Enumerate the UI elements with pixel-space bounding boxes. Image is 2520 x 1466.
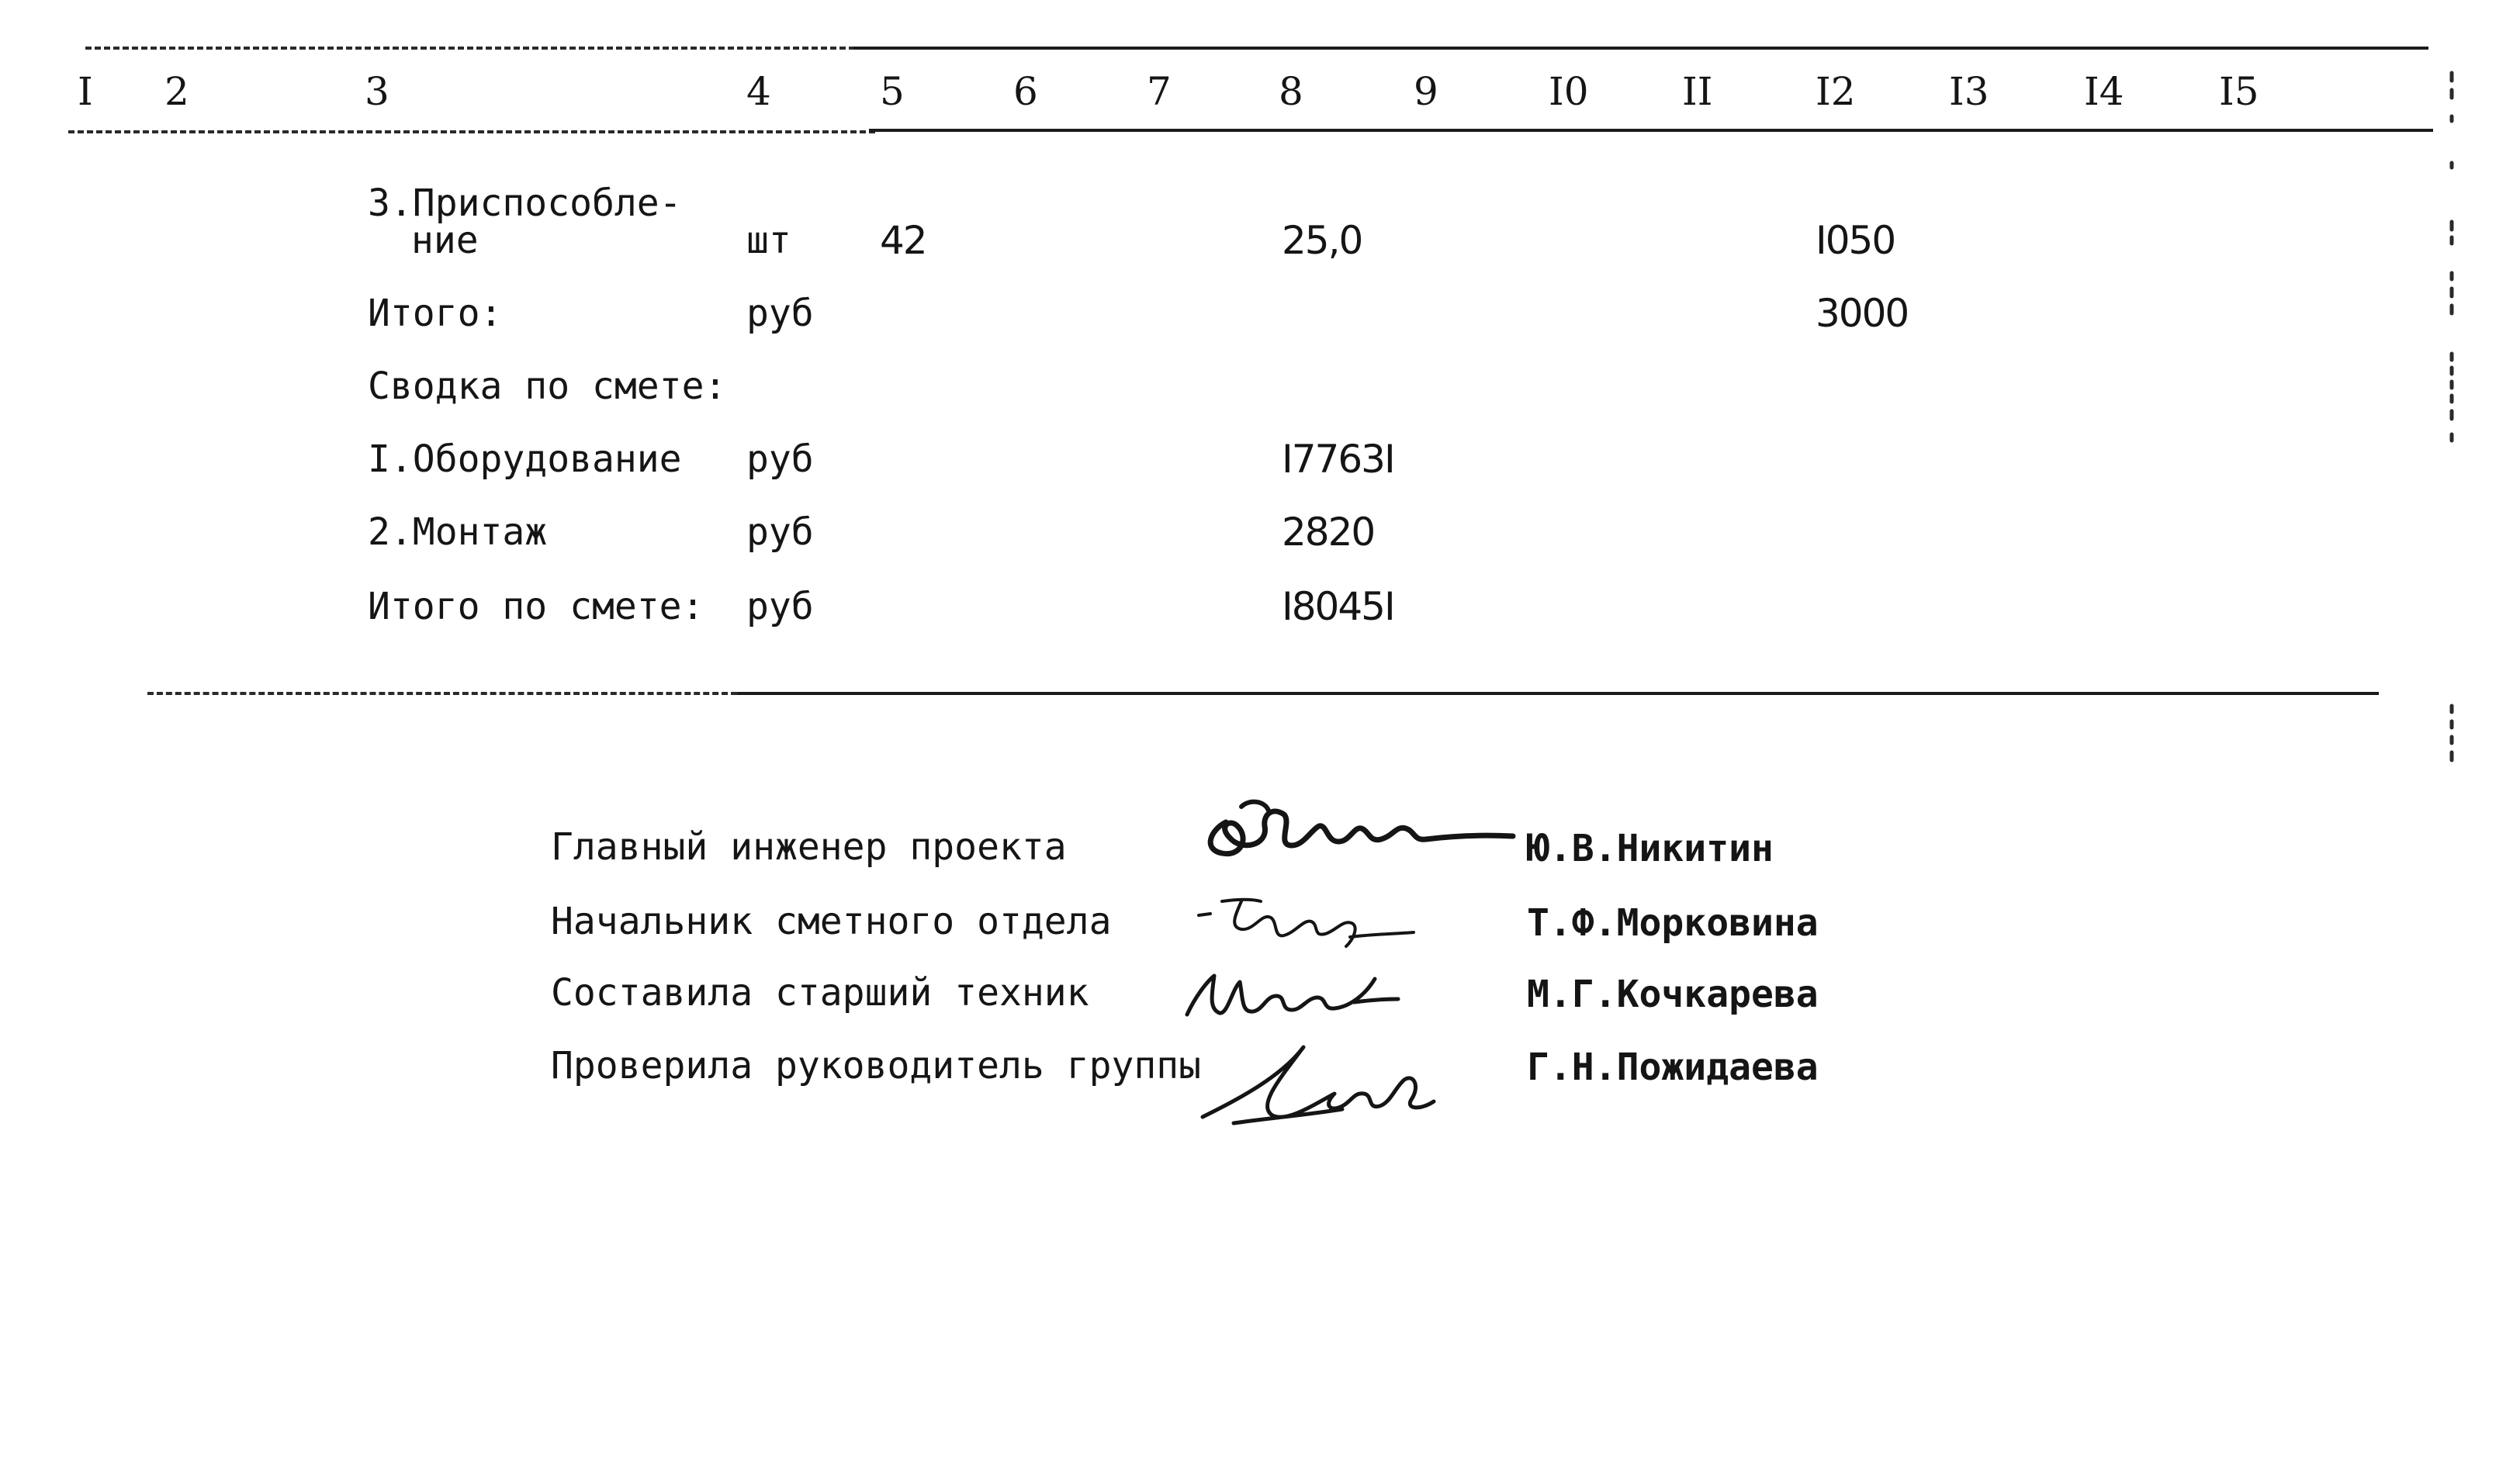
table-bottom-rule-solid: [737, 692, 2379, 695]
column-header-15: I5: [2219, 69, 2259, 114]
column-header-13: I3: [1949, 69, 1989, 114]
column-header-5: 5: [880, 69, 905, 114]
row-item-name: I.Оборудование: [368, 437, 682, 481]
column-header-6: 6: [1013, 69, 1038, 114]
column-header-10: I0: [1549, 69, 1589, 114]
signature-role: Составила старший техник: [551, 971, 1089, 1015]
signatory-name: Г.Н.Пожидаева: [1527, 1046, 1819, 1089]
column-header-1: I: [78, 69, 93, 114]
row-item-name: 2.Монтаж: [368, 510, 548, 554]
row-value: 2820: [1282, 510, 1375, 555]
header-bottom-rule-solid: [869, 129, 2433, 132]
signatory-name: Т.Ф.Морковина: [1527, 901, 1819, 945]
summary-heading: Сводка по смете:: [368, 365, 727, 408]
column-header-7: 7: [1147, 69, 1172, 114]
header-top-rule-solid: [853, 47, 2428, 50]
table-bottom-rule: [147, 692, 737, 695]
row-total: 3000: [1816, 291, 1909, 336]
column-header-11: II: [1682, 69, 1713, 114]
signatory-name: М.Г.Кочкарева: [1527, 973, 1819, 1016]
column-header-2: 2: [164, 69, 189, 114]
column-header-8: 8: [1279, 69, 1303, 114]
signature-role: Начальник сметного отдела: [551, 900, 1112, 943]
row-value: I7763I: [1282, 437, 1394, 482]
row-quantity: 42: [880, 218, 926, 263]
signature-role: Главный инженер проекта: [551, 825, 1067, 869]
row-unit: руб: [746, 510, 814, 554]
header-bottom-rule: [68, 130, 875, 133]
column-header-14: I4: [2084, 69, 2124, 114]
row-item-name-line2: ние: [411, 219, 479, 262]
row-value: I8045I: [1282, 584, 1394, 629]
signatory-name: Ю.В.Никитин: [1527, 827, 1774, 870]
row-item-name-line1: 3.Приспособле-: [368, 182, 682, 225]
row-total: I050: [1816, 218, 1895, 263]
column-header-9: 9: [1414, 69, 1438, 114]
row-item-name: Итого:: [368, 292, 503, 335]
row-unit: шт: [746, 219, 791, 262]
row-unit: руб: [746, 585, 814, 628]
handwritten-signature-1: [1195, 791, 1521, 876]
column-header-4: 4: [746, 69, 771, 114]
row-item-name: Итого по смете:: [368, 585, 704, 628]
column-header-3: 3: [365, 69, 389, 114]
row-unit: руб: [746, 437, 814, 481]
handwritten-signature-4: [1187, 1032, 1451, 1132]
handwritten-signature-2: [1187, 884, 1420, 954]
column-header-12: I2: [1816, 69, 1856, 114]
binding-edge-marks: [2444, 70, 2459, 783]
handwritten-signature-3: [1172, 959, 1404, 1029]
row-unit-price: 25,0: [1282, 218, 1362, 263]
row-unit: руб: [746, 292, 814, 335]
signature-role: Проверила руководитель группы: [551, 1044, 1202, 1087]
